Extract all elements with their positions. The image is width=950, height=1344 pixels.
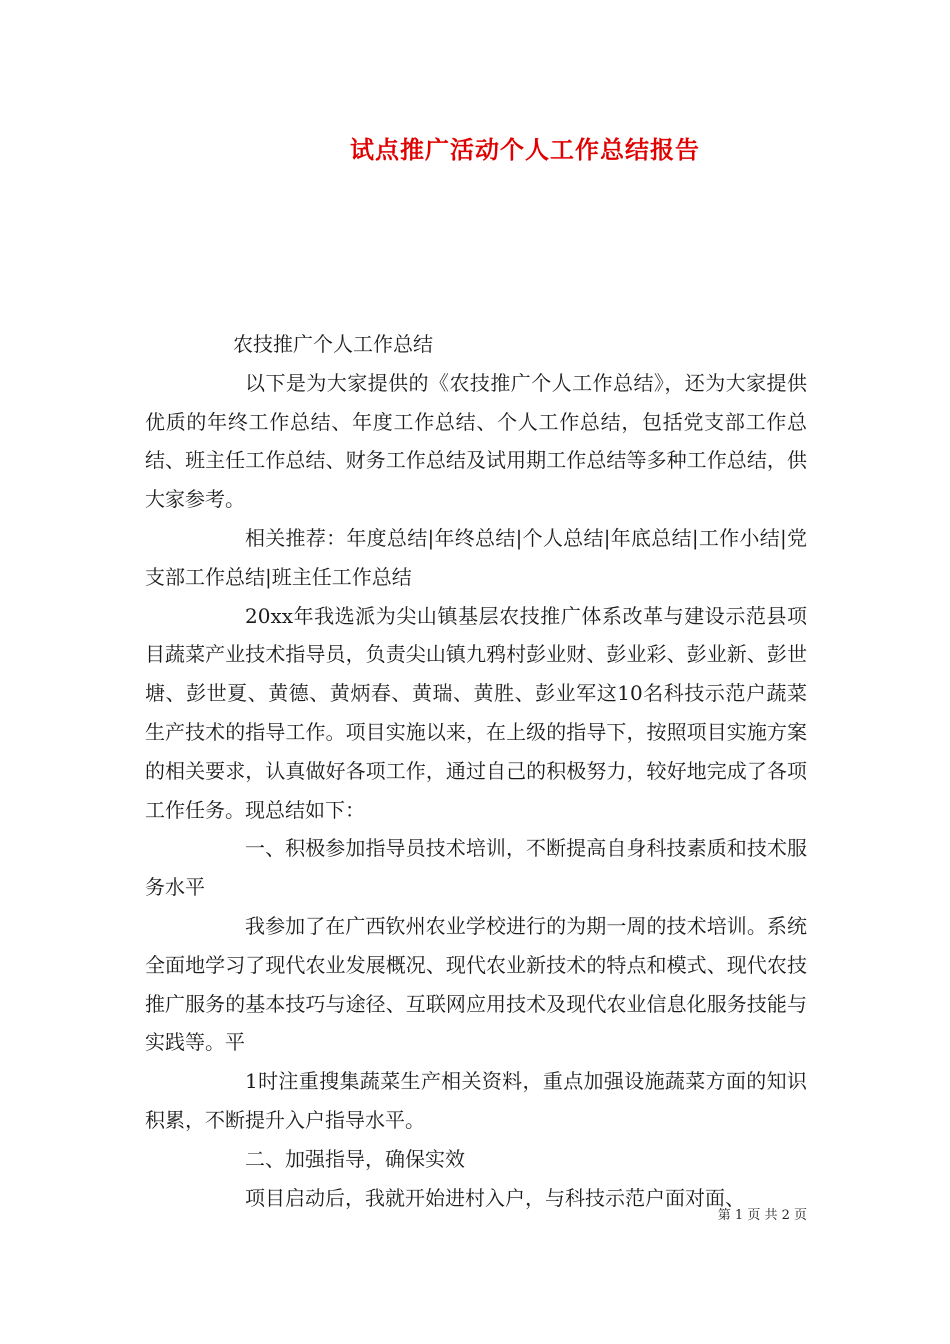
paragraph-recommend: 相关推荐：年度总结|年终总结|个人总结|年底总结|工作小结|党支部工作总结|班主任工作总结 — [145, 525, 807, 589]
paragraph-project-start: 项目启动后，我就开始进村入户，与科技示范户面对面、 — [245, 1185, 745, 1210]
paragraph-intro: 以下是为大家提供的《农技推广个人工作总结》，还为大家提供优质的年终工作总结、年度工作总结、个人工作总结，包括党支部工作总结、班主任工作总结、财务工作总结及试用期工作总结等多种工作总结，供大家参考。 — [145, 370, 807, 512]
document-title: 试点推广活动个人工作总结报告 — [350, 135, 700, 164]
paragraph-background: 20xx年我选派为尖山镇基层农技推广体系改革与建设示范县项目蔬菜产业技术指导员，负责尖山镇九鸦村彭业财、彭业彩、彭业新、彭世塘、彭世夏、黄德、黄炳春、黄瑞、黄胜、彭业军这10名科技示范户蔬菜生产技术的指导工作。项目实施以来，在上级的指导下，按照项目实施方案的相关要求，认真做好各项工作，通过自己的积极努力，较好地完成了各项工作任务。现总结如下： — [145, 603, 807, 822]
page-number: 第 1 页 共 2 页 — [717, 1208, 807, 1223]
paragraph-section-1-heading: 一、积极参加指导员技术培训，不断提高自身科技素质和技术服务水平 — [145, 836, 807, 900]
paragraph-knowledge: 1时注重搜集蔬菜生产相关资料，重点加强设施蔬菜方面的知识积累，不断提升入户指导水平。 — [145, 1069, 807, 1132]
paragraph-section-2-heading: 二、加强指导，确保实效 — [245, 1146, 465, 1171]
document-body — [145, 325, 807, 1217]
paragraph-training: 我参加了在广西钦州农业学校进行的为期一周的技术培训。系统全面地学习了现代农业发展概况、现代农业新技术的特点和模式、现代农技推广服务的基本技巧与途径、互联网应用技术及现代农业信息化服务技能与实践等。平 — [145, 913, 807, 1055]
section-heading: 农技推广个人工作总结 — [233, 332, 433, 356]
